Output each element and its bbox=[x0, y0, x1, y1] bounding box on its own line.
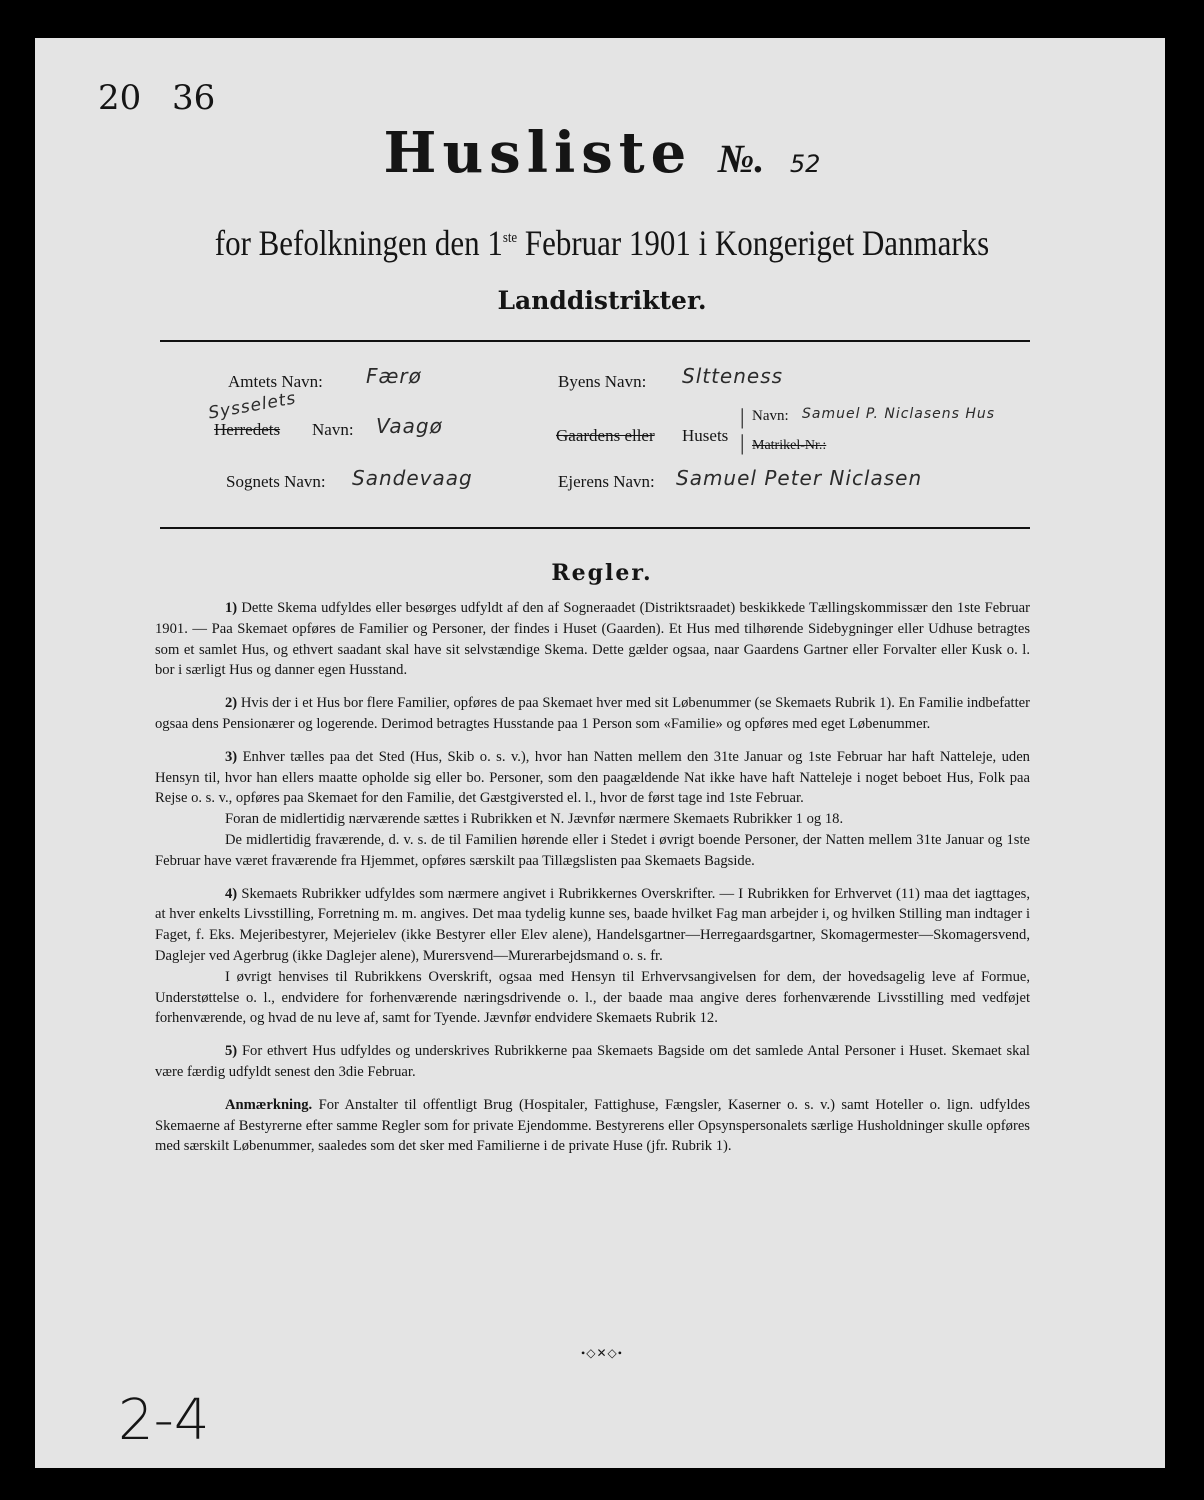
note-text: For Anstalter til offentligt Brug (Hospitaler, Fattighuse, Fængsler, Kaserner o. s. v.) samt Hoteller o. lign. udfyldes Skemaerne af Bestyrerne efter samme Regler som for private Ejendomme. Bestyrerens eller Opsynspersonalets særlige Husholdninger skulle opføres med særskilt Løbenummer, saaledes som det sker med Familierne i de private Huse (jfr. Rubrik 1). bbox=[155, 1096, 1030, 1155]
sheet-number-right: 36 bbox=[172, 78, 216, 118]
rule-4-text: Skemaets Rubrikker udfyldes som nærmere angivet i Rubrikkernes Overskrifter. — I Rubrikken for Erhvervet (11) maa det iagttages, at hver enkelts Livsstilling, Forretning m. m. angives. Det maa tydelig kunne ses, baade hvilket Fag man arbejder i, og hvilken Stilling man indtager i Faget, f. Eks. Mejeribestyrer, Mejerielev (ikke Bestyrer eller Elev alene), Handelsgartner—Herregaardsgartner, Skomagermester—Skomagersvend, Daglejer ved Agerbrug (ikke Daglejer alene), Murersvend—Murerarbejdsmand o. s. fr. bbox=[155, 885, 1030, 964]
rule-4 bbox=[155, 884, 1030, 967]
amt-label: Amtets Navn: bbox=[228, 372, 323, 391]
rule-3b: Foran de midlertidig nærværende sættes i Rubrikken et N. Jævnfør nærmere Skemaets Rubrikker 1 og 18. bbox=[225, 811, 844, 828]
subtitle-part-2: Februar 1901 i Kongeriget Danmarks bbox=[517, 223, 990, 263]
rule-4-number: 4) bbox=[225, 885, 238, 902]
field-brace: | bbox=[740, 404, 745, 429]
rules-body bbox=[155, 598, 1030, 1169]
rule-3-text: Enhver tælles paa det Sted (Hus, Skib o. s. v.), hvor han Natten mellem den 31te Januar og 1ste Februar har haft Natteleje, uden Hensyn til, hvor han ellers maatte opholde sig eller bo. Personer, som den paagældende Nat ikke have haft Natteleje i noget beboet Hus, Folk paa Rejse o. s. v., opføres paa Skemaet for den Familie, det Gæstgiversted el. l., hvor de først tage ind 1ste Februar. bbox=[155, 748, 1030, 807]
note-label: Anmærkning. bbox=[225, 1096, 313, 1113]
field-brace-lower: | bbox=[740, 430, 745, 455]
amt-value: Færø bbox=[366, 364, 422, 388]
rule-5-number: 5) bbox=[225, 1043, 238, 1060]
sogn-label: Sognets Navn: bbox=[226, 472, 326, 491]
sogn-value: Sandevaag bbox=[352, 466, 473, 490]
herred-handwritten-correction: Sysselets bbox=[206, 388, 298, 424]
husets-label: Husets bbox=[682, 426, 729, 445]
rule-5-text: For ethvert Hus udfyldes og underskrives Rubrikkerne paa Skemaets Bagside om det samlede Antal Personer i Huset. Skemaet skal være færdig udfyldt senest den 3die Februar. bbox=[155, 1043, 1030, 1080]
page-subtitle bbox=[84, 222, 1119, 264]
herred-label: Navn: bbox=[312, 420, 354, 439]
rule-2 bbox=[155, 693, 1030, 735]
district-heading: Landdistrikter. bbox=[497, 286, 707, 315]
herred-value: Vaagø bbox=[376, 414, 443, 438]
rule-1-number: 1) bbox=[225, 600, 238, 616]
navn-label: Navn: bbox=[752, 408, 789, 424]
rule-3-number: 3) bbox=[225, 748, 238, 765]
by-label: Byens Navn: bbox=[558, 372, 647, 391]
bottom-divider bbox=[160, 527, 1030, 529]
rule-1 bbox=[155, 598, 1030, 681]
herred-label-struck: Herredets bbox=[214, 420, 281, 439]
gaard-label-struck: Gaardens eller bbox=[556, 426, 655, 445]
rule-4b: I øvrigt henvises til Rubrikkens Overskrift, ogsaa med Hensyn til Erhvervsangivelsen for dem, der hovedsagelig leve af Formue, Understøttelse o. l., endvidere for forhenværende næringsdrivende o. l., der baade maa angive deres forhenværende Livsstilling med vedføjet forhenværende, og hvad de nu leve af, samt for Tyende. Jævnfør endvidere Skemaets Rubrik 12. bbox=[155, 968, 1030, 1027]
top-divider bbox=[160, 340, 1030, 342]
number-prefix: №. bbox=[717, 136, 765, 181]
ornament-divider: •◇✕◇• bbox=[581, 1346, 623, 1360]
subtitle-sup: ste bbox=[502, 230, 518, 246]
title-text: Husliste bbox=[383, 120, 693, 186]
by-value: Sltteness bbox=[682, 364, 784, 388]
rule-1-text: Dette Skema udfyldes eller besørges udfyldt af den af Sogneraadet (Distriktsraadet) beskikkede Tællingskommissær den 1ste Februar 1901. — Paa Skemaet opføres de Familier og Personer, der findes i Huset (Gaarden). Et Hus med tilhørende Sidebygninger eller Udhuse betragtes som et samlet Hus, og ethvert saadant skal have sit selvstændige Skema. Dette gælder ogsaa, naar Gaardens Gartner eller Forvalter eller Kusk o. l. bor i særligt Hus og danner egen Husstand. bbox=[155, 600, 1030, 679]
bottom-handwritten-number: 2-4 bbox=[118, 1388, 210, 1453]
navn-value: Samuel P. Niclasens Hus bbox=[802, 406, 996, 422]
note bbox=[155, 1095, 1030, 1157]
subtitle-part-1: for Befolkningen den 1 bbox=[214, 223, 503, 263]
rules-heading: Regler. bbox=[551, 560, 653, 586]
matrikel-label-struck: Matrikel-Nr.: bbox=[752, 438, 827, 453]
rule-2-number: 2) bbox=[225, 695, 238, 712]
ejer-value: Samuel Peter Niclasen bbox=[676, 466, 923, 490]
sheet-number-left: 20 bbox=[98, 78, 142, 118]
list-number: 52 bbox=[789, 150, 821, 178]
rule-2-text: Hvis der i et Hus bor flere Familier, opføres de paa Skemaet hver med sit Løbenummer (se Skemaets Rubrik 1). En Familie indbefatter ogsaa dens Pensionærer og logerende. Derimod betragtes Husstande paa 1 Person som «Familie» og opføres med eget Løbenummer. bbox=[155, 695, 1030, 732]
rule-3 bbox=[155, 747, 1030, 809]
page-title bbox=[0, 120, 1204, 186]
ejer-label: Ejerens Navn: bbox=[558, 472, 655, 491]
rule-5 bbox=[155, 1041, 1030, 1083]
rule-3c: De midlertidig fraværende, d. v. s. de til Familien hørende eller i Stedet i øvrigt boende Personer, der Natten mellem 31te Januar og 1ste Februar have været fraværende fra Hjemmet, opføres særskilt paa Tillægslisten paa Skemaets Bagside. bbox=[155, 831, 1030, 869]
